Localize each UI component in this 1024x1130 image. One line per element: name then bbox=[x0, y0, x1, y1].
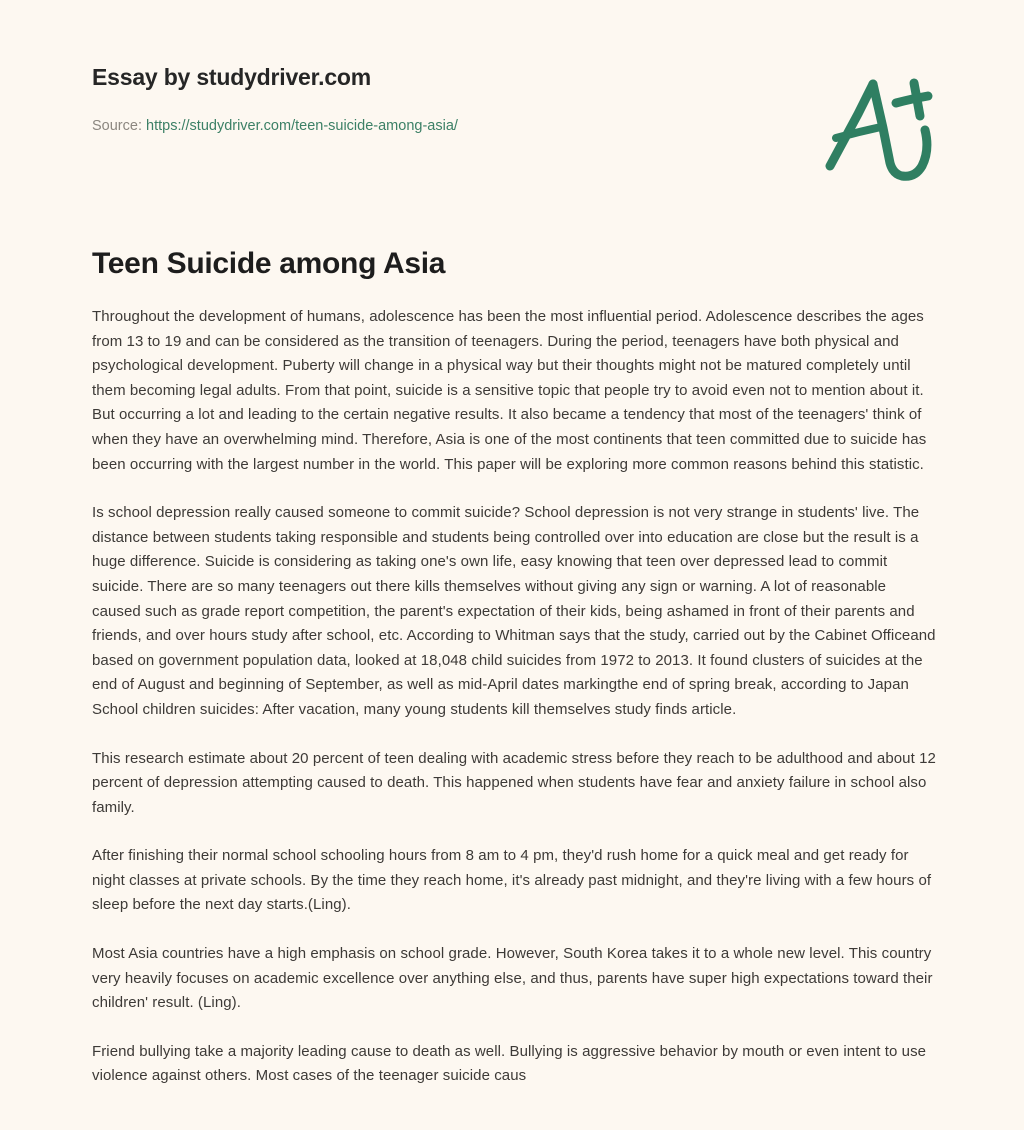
article-paragraph: Most Asia countries have a high emphasis on school grade. However, South Korea takes it to a whole new level. This country very heavily focuses on academic excellence over anything else, and thus, parents have super high expectations toward their children' result. (Ling). bbox=[92, 945, 933, 1012]
a-plus-logo-icon bbox=[818, 66, 948, 186]
article-paragraph: Throughout the development of humans, adolescence has been the most influential period. Adolescence describes the ages from 13 to 19 and can be considered as the transition of teenagers. During the period, teenagers have both physical and psychological development. Puberty will change in a physical way but their thoughts might not be matured completely until them becoming legal adults. From that point, suicide is a sensitive topic that people try to avoid even not to mention about it. But occurring a lot and leading to the certain negative results. It also became a tendency that most of the teenagers' think of when they have an overwhelming mind. Therefore, Asia is one of the most continents that teen committed due to suicide has been occurring with the largest number in the world. This paper will be exploring more common reasons behind this statistic. bbox=[92, 308, 927, 473]
article-body bbox=[92, 305, 937, 1089]
article-paragraph: Is school depression really caused someone to commit suicide? School depression is not very strange in students' live. The distance between students taking responsible and students being controlled over into education are close but the result is a huge difference. Suicide is considering as taking one's own life, easy knowing that teen over depressed lead to commit suicide. There are so many teenagers out there kills themselves without giving any sign or warning. A lot of reasonable caused such as grade report competition, the parent's expectation of their kids, being ashamed in front of their parents and friends, and over hours study after school, etc. According to Whitman says that the study, carried out by the Cabinet Officeand based on government population data, looked at 18,048 child suicides from 1972 to 2013. It found clusters of suicides at the end of August and beginning of September, as well as mid-April dates markingthe end of spring break, according to Japan School children suicides: After vacation, many young students kill themselves study finds article. bbox=[92, 504, 936, 718]
studydriver-a-plus-logo[interactable] bbox=[818, 66, 948, 186]
article-paragraph: After finishing their normal school schooling hours from 8 am to 4 pm, they'd rush home for a quick meal and get ready for night classes at private schools. By the time they reach home, it's already past midnight, and they're living with a few hours of sleep before the next day starts.(Ling). bbox=[92, 847, 932, 914]
article-paragraph: This research estimate about 20 percent of teen dealing with academic stress before they reach to be adulthood and about 12 percent of depression attempting caused to death. This happened when students have fear and anxiety failure in school also family. bbox=[92, 749, 936, 816]
article bbox=[92, 245, 937, 1089]
page-title: Teen Suicide among Asia bbox=[92, 247, 446, 280]
source-label: Source: bbox=[92, 118, 142, 134]
page-header bbox=[0, 0, 1024, 200]
article-paragraph: Friend bullying take a majority leading cause to death as well. Bullying is aggressive behavior by mouth or even intent to use violence against others. Most cases of the teenager suicide caus bbox=[92, 1042, 927, 1085]
source-url-link[interactable]: https://studydriver.com/teen-suicide-among-asia/ bbox=[146, 118, 458, 134]
source-line bbox=[92, 116, 732, 136]
essay-by-heading: Essay by studydriver.com bbox=[92, 64, 372, 90]
header-text-block bbox=[92, 62, 732, 136]
